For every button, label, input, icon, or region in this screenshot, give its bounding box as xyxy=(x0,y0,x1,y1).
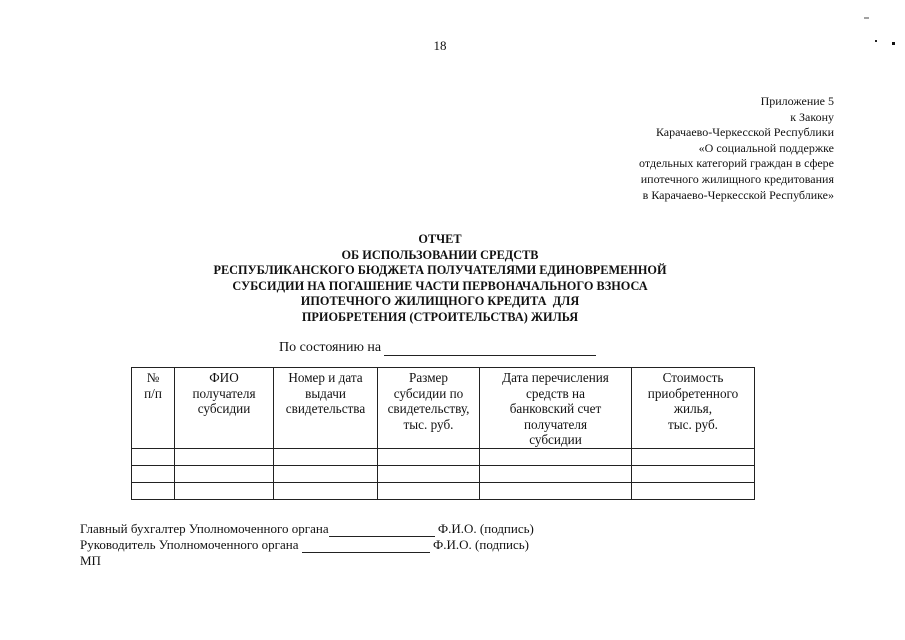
chief-accountant-label: Главный бухгалтер Уполномоченного органа xyxy=(80,521,329,536)
title-line: ОТЧЕТ xyxy=(418,232,462,246)
table-cell[interactable] xyxy=(480,482,632,499)
header-recipient-name: ФИО получателя субсидии xyxy=(175,368,274,449)
title-line: ПРИОБРЕТЕНИЯ (СТРОИТЕЛЬСТВА) ЖИЛЬЯ xyxy=(301,309,579,324)
head-signature-line xyxy=(302,539,430,553)
title-line: ИПОТЕЧНОГО ЖИЛИЩНОГО КРЕДИТА ДЛЯ xyxy=(300,294,580,308)
header-number: № п/п xyxy=(132,368,175,449)
appendix-line: ипотечного жилищного кредитования xyxy=(640,171,834,186)
table-cell[interactable] xyxy=(274,482,378,499)
header-certificate: Номер и дата выдачи свидетельства xyxy=(274,368,378,449)
header-transfer-date: Дата перечисления средств на банковский счет получателя субсидии xyxy=(480,368,632,449)
table-row xyxy=(132,465,755,482)
header-subsidy-amount: Размер субсидии по свидетельству, тыс. руб. xyxy=(378,368,480,449)
table-cell[interactable] xyxy=(175,482,274,499)
status-date-blank xyxy=(384,341,596,356)
chief-accountant-name-hint: Ф.И.О. (подпись) xyxy=(437,521,534,536)
table-cell[interactable] xyxy=(378,448,480,465)
table-cell[interactable] xyxy=(632,465,755,482)
page-number: 18 xyxy=(433,38,447,53)
appendix-line: к Закону xyxy=(790,109,834,124)
table-row xyxy=(132,482,755,499)
chief-accountant-signature-line xyxy=(329,523,435,537)
head-label: Руководитель Уполномоченного органа xyxy=(80,537,299,552)
chief-accountant-signature-row xyxy=(80,521,534,537)
table-cell[interactable] xyxy=(632,448,755,465)
table-cell[interactable] xyxy=(274,465,378,482)
report-title xyxy=(0,232,880,325)
title-line: РЕСПУБЛИКАНСКОГО БЮДЖЕТА ПОЛУЧАТЕЛЯМИ ЕДИНОВРЕМЕННОЙ xyxy=(213,263,667,277)
head-name-hint: Ф.И.О. (подпись) xyxy=(433,537,530,552)
status-date-line xyxy=(279,340,596,356)
appendix-line: в Карачаево-Черкесской Республике» xyxy=(642,187,834,202)
table-cell[interactable] xyxy=(378,482,480,499)
table-header-row xyxy=(132,368,755,449)
table-cell[interactable] xyxy=(378,465,480,482)
appendix-line: отдельных категорий граждан в сфере xyxy=(639,156,834,171)
appendix-reference xyxy=(639,94,834,203)
table-cell[interactable] xyxy=(175,448,274,465)
title-line: ОБ ИСПОЛЬЗОВАНИИ СРЕДСТВ xyxy=(341,247,539,262)
header-housing-cost: Стоимость приобретенного жилья, тыс. руб. xyxy=(632,368,755,449)
appendix-line: Приложение 5 xyxy=(760,94,834,108)
appendix-line: Карачаево-Черкесской Республики xyxy=(655,125,834,140)
status-label: По состоянию на xyxy=(279,340,382,355)
table-cell[interactable] xyxy=(632,482,755,499)
table-cell[interactable] xyxy=(132,465,175,482)
title-line: СУБСИДИИ НА ПОГАШЕНИЕ ЧАСТИ ПЕРВОНАЧАЛЬНОГО ВЗНОСА xyxy=(232,278,648,293)
signature-block xyxy=(80,521,534,569)
table-cell[interactable] xyxy=(175,465,274,482)
table-cell[interactable] xyxy=(132,448,175,465)
appendix-line: «О социальной поддержке xyxy=(698,140,834,155)
stamp-place: МП xyxy=(80,553,101,568)
table-cell[interactable] xyxy=(480,465,632,482)
table-row xyxy=(132,448,755,465)
table-cell[interactable] xyxy=(132,482,175,499)
scan-artifact-marks xyxy=(860,14,900,54)
head-signature-row xyxy=(80,537,534,553)
table-cell[interactable] xyxy=(480,448,632,465)
table-cell[interactable] xyxy=(274,448,378,465)
report-table xyxy=(131,367,755,500)
